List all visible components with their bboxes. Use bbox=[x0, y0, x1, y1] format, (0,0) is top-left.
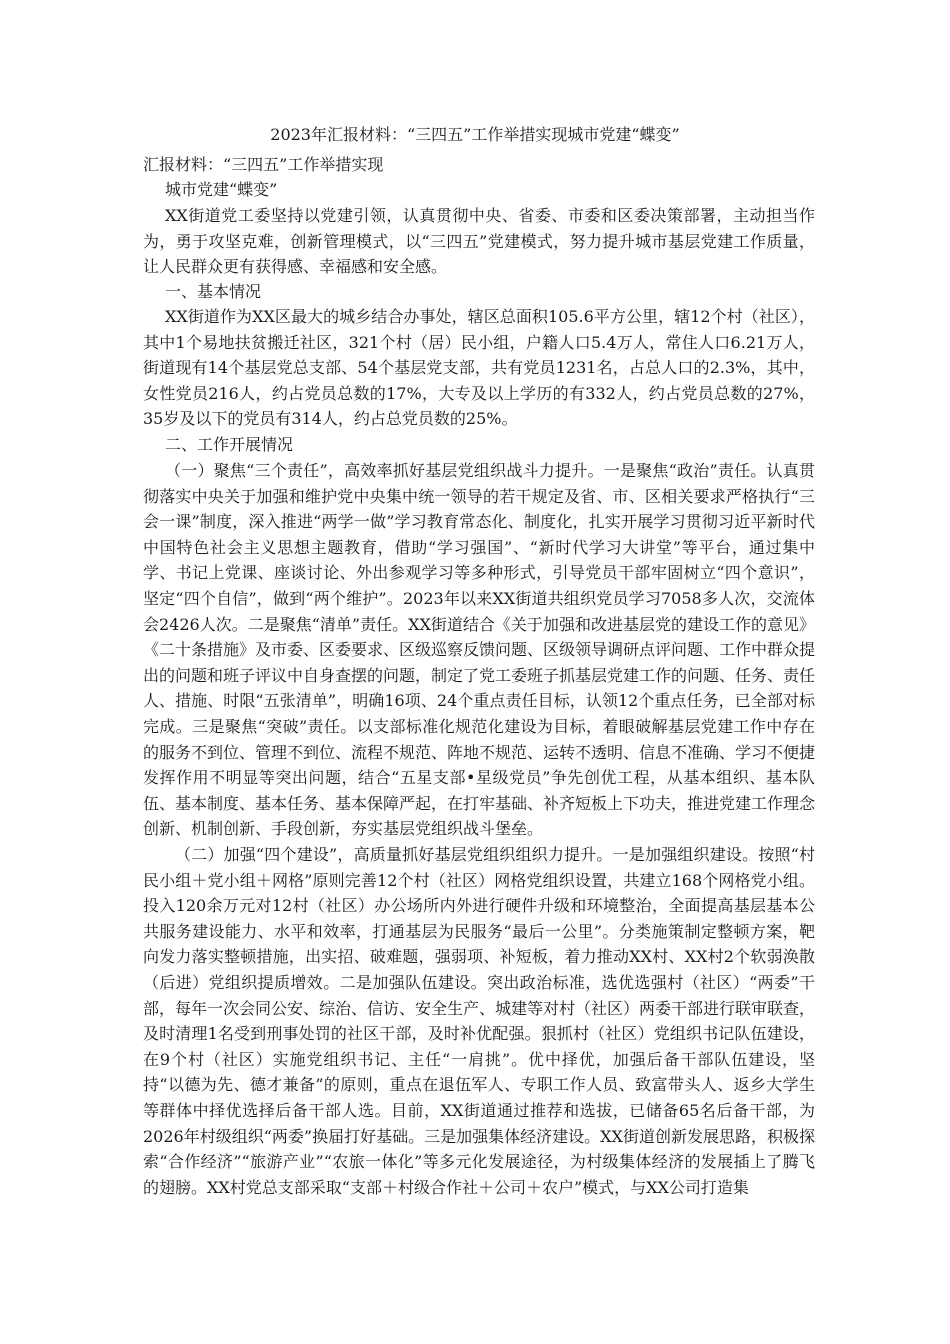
heading-basic-situation: 一、基本情况 bbox=[165, 282, 262, 301]
section-1-paragraph: （一）聚焦“三个责任”，高效率抓好基层党组织战斗力提升。一是聚焦“政治”责任。认真贯彻落实中央关于加强和维护党中央集中统一领导的若干规定及省、市、区相关要求严格执行“三会一课”制度，深入推进“两学一做”学习教育常态化、制度化，扎实开展学习贯彻习近平新时代中国特色社会主义思想主题教育，借助“学习强国”、“新时代学习大讲堂”等平台，通过集中学、书记上党课、座谈讨论、外出参观学习等多种形式，引导党员干部牢固树立“四个意识”，坚定“四个自信”，做到“两个维护”。2023年以来XX街道共组织党员学习7058多人次，交流体会2426人次。二是聚焦“清单”责任。XX街道结合《关于加强和改进基层党的建设工作的意见》《二十条措施》及市委、区委要求、区级巡察反馈问题、区级领导调研点评问题、工作中群众提出的问题和班子评议中自身查摆的问题，制定了党工委班子抓基层党建工作的问题、任务、责任人、措施、时限“五张清单”，明确16项、24个重点责任目标，认领12个重点任务，已全部对标完成。三是聚焦“突破”责任。以支部标准化规范化建设为目标，着眼破解基层党建工作中存在的服务不到位、管理不到位、流程不规范、阵地不规范、运转不透明、信息不准确、学习不便捷发挥作用不明显等突出问题，结合“五星支部•星级党员”争先创优工程，从基本组织、基本队伍、基本制度、基本任务、基本保障严起，在打牢基础、补齐短板上下功夫，推进党建工作理念创新、机制创新、手段创新，夯实基层党组织战斗堡垒。 bbox=[143, 461, 816, 839]
section-2-paragraph: （二）加强“四个建设”，高质量抓好基层党组织组织力提升。一是加强组织建设。按照“村民小组＋党小组＋网格”原则完善12个村（社区）网格党组织设置，共建立168个网格党小组。投入120余万元对12村（社区）办公场所内外进行硬件升级和环境整治，全面提高基层基本公共服务建设能力、水平和效率，打通基层为民服务“最后一公里”。分类施策制定整顿方案，靶向发力落实整顿措施，出实招、破难题，强弱项、补短板，着力推动XX村、XX村2个软弱涣散（后进）党组织提质增效。二是加强队伍建设。突出政治标准，选优选强村（社区）“两委”干部，每年一次会同公安、综治、信访、安全生产、城建等对村（社区）两委干部进行联审联查，及时清理1名受到刑事处罚的社区干部，及时补优配强。狠抓村（社区）党组织书记队伍建设，在9个村（社区）实施党组织书记、主任“一肩挑”。优中择优，加强后备干部队伍建设，坚持“以德为先、德才兼备”的原则，重点在退伍军人、专职工作人员、致富带头人、返乡大学生等群体中择优选择后备干部人选。目前，XX街道通过推荐和选拔，已储备65名后备干部，为2026年村级组织“两委”换届打好基础。三是加强集体经济建设。XX街道创新发展思路，积极探索“合作经济”“旅游产业”“农旅一体化”等多元化发展途径，为村级集体经济的发展插上了腾飞的翅膀。XX村党总支部采取“支部＋村级合作社＋公司＋农户”模式，与XX公司打造集 bbox=[143, 845, 816, 1197]
subtitle-line-2: 城市党建“蝶变” bbox=[165, 180, 278, 199]
basic-info-paragraph: XX街道作为XX区最大的城乡结合办事处，辖区总面积105.6平方公里，辖12个村（社区），其中1个易地扶贫搬迁社区，321个村（居）民小组，户籍人口5.4万人，常住人口6.21万人，街道现有14个基层党总支部、54个基层党支部，共有党员1231名，占总人口的2.3%，其中，女性党员216人，约占党员总数的17%，大专及以上学历的有332人，约占党员总数的27%，35岁及以下的党员有314人，约占总党员数的25%。 bbox=[143, 307, 815, 429]
intro-paragraph: XX街道党工委坚持以党建引领，认真贯彻中央、省委、市委和区委决策部署，主动担当作为，勇于攻坚克难，创新管理模式，以“三四五”党建模式，努力提升城市基层党建工作质量，让人民群众更有获得感、幸福感和安全感。 bbox=[143, 206, 815, 277]
heading-work-progress: 二、工作开展情况 bbox=[165, 435, 294, 454]
document-title: 2023年汇报材料：“三四五”工作举措实现城市党建“蝶变” bbox=[270, 125, 680, 144]
subtitle-line-1: 汇报材料：“三四五”工作举措实现 bbox=[143, 155, 384, 174]
